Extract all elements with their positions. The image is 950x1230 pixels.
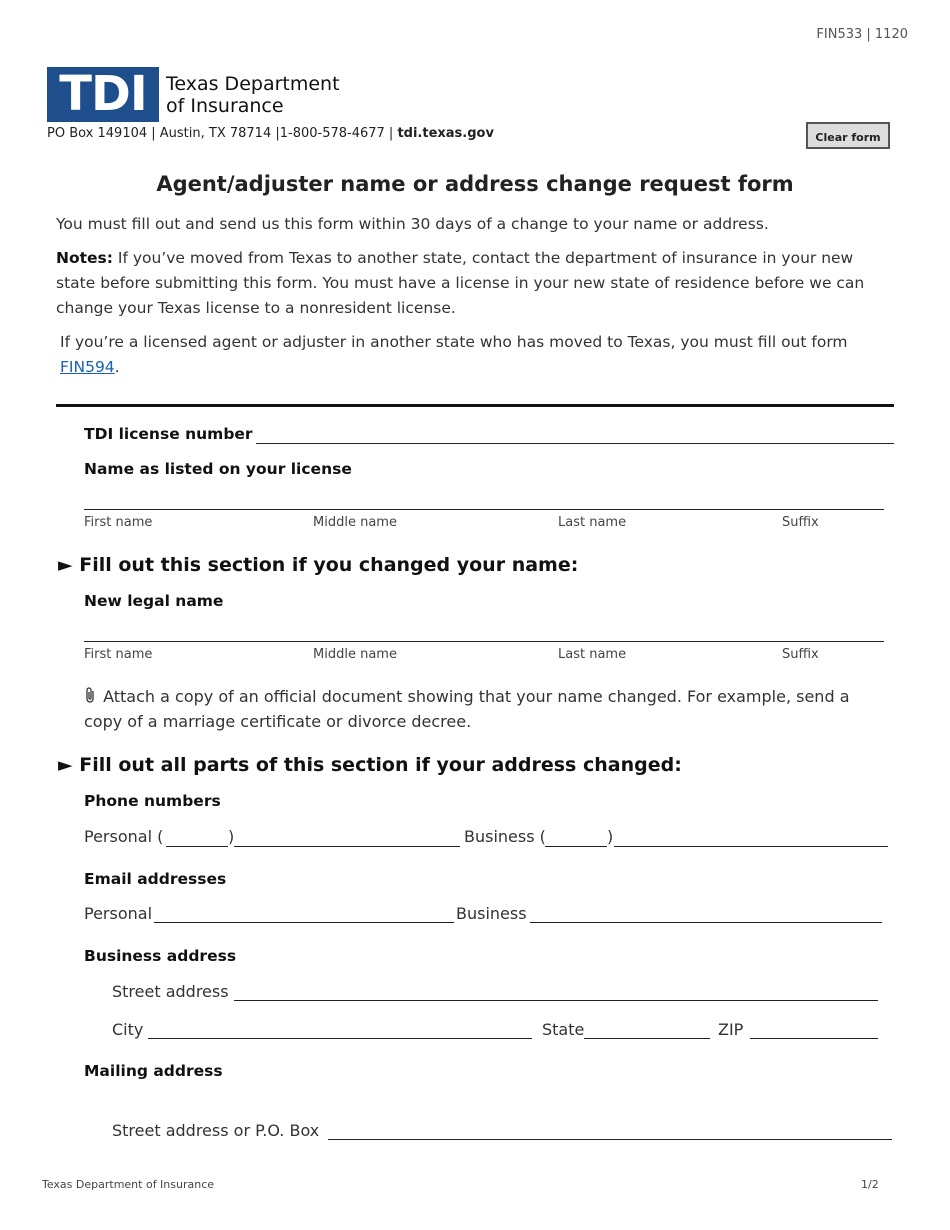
business-phone-paren: )	[607, 827, 614, 846]
paperclip-icon	[84, 687, 103, 706]
licensed-text: If you’re a licensed agent or adjuster in another state who has moved to Texas, you must fill out form	[60, 333, 848, 351]
org-name-line2: of Insurance	[166, 95, 284, 117]
personal-phone-paren: )	[228, 827, 235, 846]
tdi-logo: TDI	[47, 67, 159, 122]
org-name-line1: Texas Department	[166, 73, 340, 95]
mailing-street-label: Street address or P.O. Box	[112, 1121, 320, 1140]
license-number-label: TDI license number	[84, 425, 253, 443]
personal-phone-field[interactable]	[234, 846, 460, 847]
attach-text: Attach a copy of an official document showing that your name changed. For example, send a copy of a marriage certificate or divorce decree.	[84, 687, 850, 731]
form-code: FIN533 | 1120	[816, 27, 908, 42]
personal-phone-label: Personal (	[84, 827, 164, 846]
business-email-field[interactable]	[530, 922, 882, 923]
license-first-name-caption: First name	[84, 515, 153, 530]
notes-label: Notes:	[56, 249, 113, 267]
name-change-heading: ► Fill out this section if you changed your name:	[58, 554, 579, 576]
intro-text: You must fill out and send us this form within 30 days of a change to your name or address.	[56, 215, 769, 233]
notes-text: If you’ve moved from Texas to another state, contact the department of insurance in your new state before submitting this form. You must have a license in your new state of residence before we can change your Texas license to a nonresident license.	[56, 249, 865, 317]
business-street-label: Street address	[112, 982, 229, 1001]
org-name	[166, 73, 340, 117]
business-street-field[interactable]	[234, 1000, 878, 1001]
business-zip-label: ZIP	[718, 1020, 744, 1039]
business-address-label: Business address	[84, 947, 237, 965]
business-email-label: Business	[456, 904, 527, 923]
attach-note	[84, 684, 884, 734]
phone-numbers-label: Phone numbers	[84, 792, 221, 810]
section-divider	[56, 404, 894, 407]
business-zip-field[interactable]	[750, 1038, 878, 1039]
business-phone-field[interactable]	[614, 846, 888, 847]
new-legal-name-field[interactable]	[84, 641, 884, 642]
mailing-address-label: Mailing address	[84, 1062, 223, 1080]
personal-email-field[interactable]	[154, 922, 454, 923]
clear-form-button[interactable]: Clear form	[806, 122, 890, 149]
business-phone-label: Business (	[464, 827, 546, 846]
license-last-name-caption: Last name	[558, 515, 627, 530]
fin594-link[interactable]: FIN594	[60, 358, 115, 376]
licensed-paragraph	[60, 330, 900, 380]
new-suffix-caption: Suffix	[782, 647, 819, 662]
business-state-field[interactable]	[584, 1038, 710, 1039]
license-name-field[interactable]	[84, 509, 884, 510]
license-suffix-caption: Suffix	[782, 515, 819, 530]
license-name-label: Name as listed on your license	[84, 460, 352, 478]
address-change-heading: ► Fill out all parts of this section if your address changed:	[58, 754, 682, 776]
licensed-end: .	[114, 358, 120, 376]
new-first-name-caption: First name	[84, 647, 153, 662]
notes-paragraph	[56, 246, 896, 321]
business-city-field[interactable]	[148, 1038, 532, 1039]
page-title: Agent/adjuster name or address change request form	[156, 172, 794, 196]
personal-phone-area-field[interactable]	[166, 846, 228, 847]
new-middle-name-caption: Middle name	[313, 647, 397, 662]
business-state-label: State	[542, 1020, 585, 1039]
contact-line	[47, 126, 494, 141]
personal-email-label: Personal	[84, 904, 153, 923]
new-last-name-caption: Last name	[558, 647, 627, 662]
business-phone-area-field[interactable]	[545, 846, 607, 847]
mailing-street-field[interactable]	[328, 1139, 892, 1140]
website-link[interactable]: tdi.texas.gov	[397, 126, 494, 141]
email-addresses-label: Email addresses	[84, 870, 227, 888]
license-middle-name-caption: Middle name	[313, 515, 397, 530]
new-legal-name-label: New legal name	[84, 592, 224, 610]
business-city-label: City	[112, 1020, 144, 1039]
page-number: 1/2	[861, 1178, 879, 1191]
license-number-field[interactable]	[256, 443, 894, 444]
contact-info: PO Box 149104 | Austin, TX 78714 |1-800-578-4677 |	[47, 126, 394, 141]
footer-org: Texas Department of Insurance	[42, 1178, 215, 1191]
